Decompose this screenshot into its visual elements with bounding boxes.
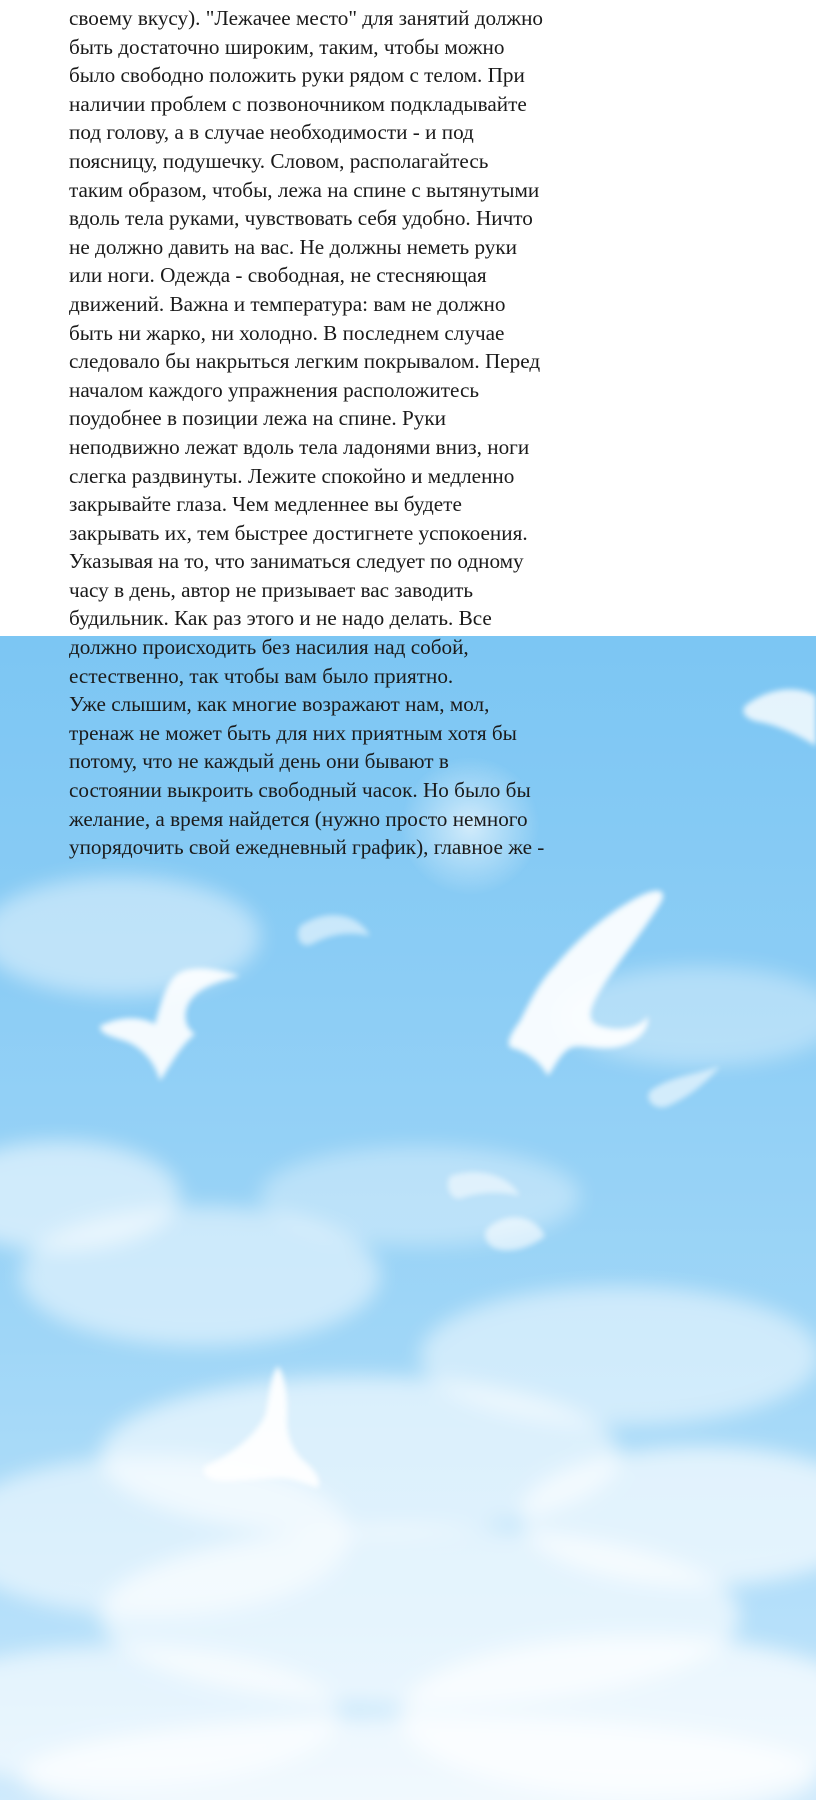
text-line: желание, а время найдется (нужно просто немного xyxy=(69,806,528,831)
text-line: Указывая на то, что заниматься следует по одному xyxy=(69,549,524,574)
text-line: тренаж не может быть для них приятным хотя бы xyxy=(69,720,517,745)
text-line: будильник. Как раз этого и не надо делать. Все xyxy=(69,606,492,631)
document-text xyxy=(69,4,629,862)
text-line: состоянии выкроить свободный часок. Но было бы xyxy=(69,778,531,803)
text-line: быть ни жарко, ни холодно. В последнем случае xyxy=(69,320,505,345)
text-line: закрывать их, тем быстрее достигнете успокоения. xyxy=(69,520,528,545)
text-line: своему вкусу). "Лежачее место" для занятий должно xyxy=(69,6,543,30)
text-line: движений. Важна и температура: вам не должно xyxy=(69,291,506,316)
text-line: таким образом, чтобы, лежа на спине с вытянутыми xyxy=(69,177,540,202)
clouds xyxy=(0,876,816,1800)
text-line: естественно, так чтобы вам было приятно. xyxy=(69,663,454,688)
text-line: потому, что не каждый день они бывают в xyxy=(69,749,449,774)
text-line: наличии проблем с позвоночником подкладывайте xyxy=(69,91,527,116)
text-line: поудобнее в позиции лежа на спине. Руки xyxy=(69,406,447,431)
feather-icon xyxy=(648,1066,720,1107)
text-line: должно происходить без насилия над собой, xyxy=(69,635,469,660)
text-line: под голову, а в случае необходимости - и под xyxy=(69,120,474,145)
text-line: или ноги. Одежда - свободная, не стесняющая xyxy=(69,263,487,288)
text-line: следовало бы накрыться легким покрывалом. Перед xyxy=(69,349,541,374)
text-line: неподвижно лежат вдоль тела ладонями вниз, ноги xyxy=(69,434,530,459)
text-line: упорядочить свой ежедневный график), главное же - xyxy=(69,835,545,860)
text-line: слегка раздвинуты. Лежите спокойно и медленно xyxy=(69,463,515,488)
text-line: вдоль тела руками, чувствовать себя удобно. Ничто xyxy=(69,206,533,231)
text-line: часу в день, автор не призывает вас заводить xyxy=(69,577,473,602)
text-line: было свободно положить руки рядом с телом. При xyxy=(69,63,525,88)
text-line: поясницу, подушечку. Словом, располагайтесь xyxy=(69,148,489,173)
feather-icon xyxy=(743,689,816,746)
feather-icon xyxy=(298,915,370,945)
text-line: не должно давить на вас. Не должны неметь руки xyxy=(69,234,517,259)
text-line: быть достаточно широким, таким, чтобы можно xyxy=(69,34,505,59)
text-line: Уже слышим, как многие возражают нам, мол, xyxy=(69,692,490,717)
text-line: закрывайте глаза. Чем медленнее вы будете xyxy=(69,492,462,517)
text-line: началом каждого упражнения расположитесь xyxy=(69,377,480,402)
